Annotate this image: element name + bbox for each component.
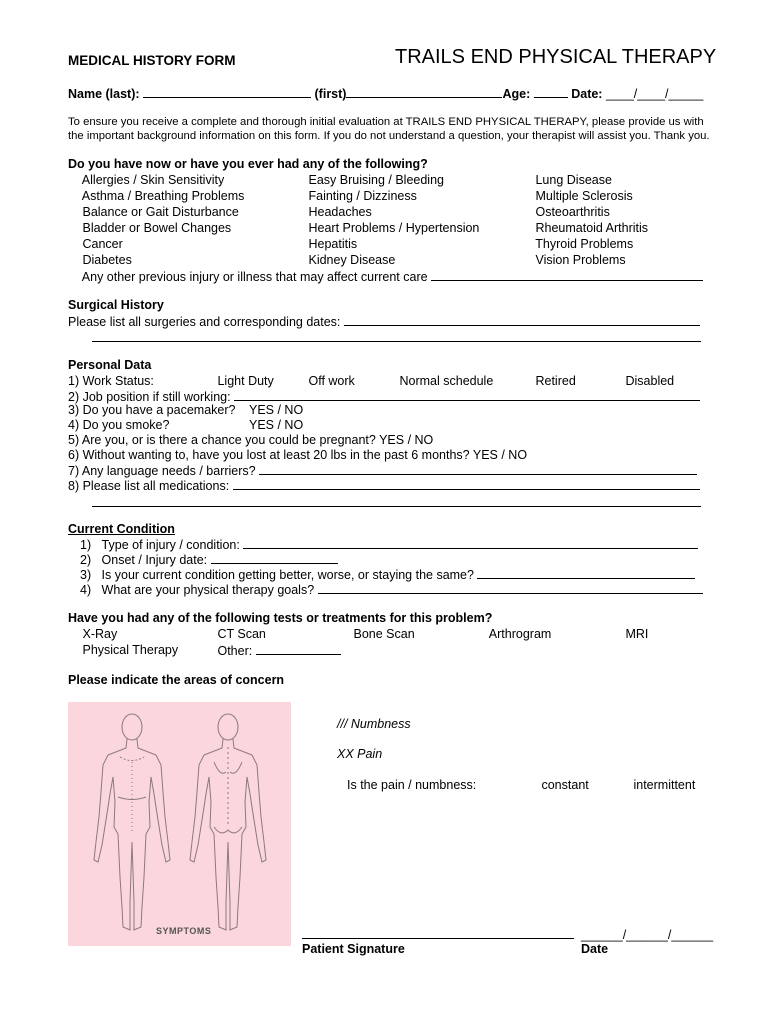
- tests-heading: Have you had any of the following tests or treatments for this problem?: [68, 611, 493, 625]
- condition-thyroid[interactable]: Thyroid Problems: [535, 237, 634, 251]
- condition-ms[interactable]: Multiple Sclerosis: [535, 189, 633, 203]
- condition-asthma[interactable]: Asthma / Breathing Problems: [81, 189, 245, 203]
- medications-label: 8) Please list all medications:: [68, 479, 230, 493]
- test-xray[interactable]: X-Ray: [82, 627, 118, 641]
- work-normal-schedule[interactable]: Normal schedule: [399, 374, 494, 388]
- test-arthrogram[interactable]: Arthrogram: [488, 627, 552, 641]
- work-disabled[interactable]: Disabled: [625, 374, 675, 388]
- test-other[interactable]: Other:: [203, 643, 341, 660]
- surgical-prompt-row: [68, 314, 700, 331]
- last-name-field[interactable]: [143, 86, 311, 98]
- current-item-1: 1) Type of injury / condition:: [80, 537, 698, 554]
- current-item-4: 4) What are your physical therapy goals?: [80, 582, 703, 599]
- surgeries-field-1[interactable]: [344, 314, 700, 326]
- weight-loss-question: 6) Without wanting to, have you lost at least 20 lbs in the past 6 months? YES / NO: [68, 448, 528, 462]
- condition-fainting[interactable]: Fainting / Dizziness: [308, 189, 417, 203]
- condition-vision[interactable]: Vision Problems: [535, 253, 626, 267]
- condition-balance[interactable]: Balance or Gait Disturbance: [82, 205, 239, 219]
- condition-allergies[interactable]: Allergies / Skin Sensitivity: [81, 173, 225, 187]
- intro-line-1: To ensure you receive a complete and thorough initial evaluation at TRAILS END PHYSICAL THERAPY, please provide us with: [68, 116, 704, 128]
- condition-bladder[interactable]: Bladder or Bowel Changes: [82, 221, 232, 235]
- first-name-field[interactable]: [346, 86, 502, 98]
- surgical-heading: Surgical History: [68, 298, 164, 312]
- job-position-label: 2) Job position if still working:: [68, 390, 231, 404]
- condition-heart[interactable]: Heart Problems / Hypertension: [308, 221, 480, 235]
- condition-lung[interactable]: Lung Disease: [535, 173, 612, 187]
- clinic-name: TRAILS END PHYSICAL THERAPY: [395, 46, 717, 68]
- pacemaker-answer[interactable]: YES / NO: [249, 403, 304, 417]
- onset-date-field[interactable]: [211, 552, 338, 564]
- current-condition-heading: Current Condition: [68, 522, 175, 536]
- first-name-label: (first): [314, 87, 347, 101]
- form-title: MEDICAL HISTORY FORM: [68, 53, 236, 68]
- medications-field-1[interactable]: [233, 478, 700, 490]
- date-field[interactable]: ____/____/_____: [605, 87, 704, 101]
- pain-question: Is the pain / numbness:: [347, 778, 477, 792]
- signature-date-label: Date: [581, 942, 609, 956]
- condition-osteoarthritis[interactable]: Osteoarthritis: [535, 205, 610, 219]
- condition-diabetes[interactable]: Diabetes: [82, 253, 132, 267]
- legend-pain: XX Pain: [337, 747, 383, 761]
- current-item-3: 3) Is your current condition getting better, worse, or staying the same?: [80, 567, 695, 584]
- condition-headaches[interactable]: Headaches: [308, 205, 372, 219]
- condition-kidney[interactable]: Kidney Disease: [308, 253, 396, 267]
- last-name-label: Name (last):: [68, 87, 140, 101]
- personal-heading: Personal Data: [68, 358, 152, 372]
- medications-field-2[interactable]: [92, 495, 701, 507]
- legend-numbness: /// Numbness: [337, 717, 411, 731]
- conditions-heading: Do you have now or have you ever had any of the following?: [68, 157, 428, 171]
- surgical-prompt: Please list all surgeries and corresponding dates:: [68, 315, 341, 329]
- test-physical-therapy[interactable]: Physical Therapy: [82, 643, 179, 657]
- smoke-question: 4) Do you smoke?: [68, 418, 170, 432]
- language-label: 7) Any language needs / barriers?: [68, 464, 256, 478]
- patient-signature-label: Patient Signature: [302, 942, 405, 956]
- pain-constant[interactable]: constant: [541, 778, 589, 792]
- body-outline-graphic: [68, 702, 291, 946]
- condition-trend-field[interactable]: [477, 567, 695, 579]
- condition-bruising[interactable]: Easy Bruising / Bleeding: [308, 173, 444, 187]
- work-status-label: 1) Work Status:: [68, 374, 154, 388]
- areas-heading: Please indicate the areas of concern: [68, 673, 285, 687]
- test-bone-scan[interactable]: Bone Scan: [353, 627, 415, 641]
- therapy-goals-field[interactable]: [318, 582, 703, 594]
- job-position-field[interactable]: [234, 389, 700, 401]
- current-item-2: 2) Onset / Injury date:: [80, 552, 338, 569]
- pregnant-question: 5) Are you, or is there a chance you could be pregnant? YES / NO: [68, 433, 434, 447]
- signature-field[interactable]: [302, 927, 574, 939]
- work-retired[interactable]: Retired: [535, 374, 576, 388]
- age-field[interactable]: [534, 86, 568, 98]
- signature-date-field[interactable]: ______/______/______: [581, 928, 714, 942]
- pacemaker-question: 3) Do you have a pacemaker?: [68, 403, 236, 417]
- work-light-duty[interactable]: Light Duty: [217, 374, 274, 388]
- other-test-field[interactable]: [256, 643, 341, 655]
- condition-rheumatoid[interactable]: Rheumatoid Arthritis: [535, 221, 649, 235]
- age-label: Age:: [502, 87, 531, 101]
- smoke-answer[interactable]: YES / NO: [249, 418, 304, 432]
- chart-caption: SYMPTOMS: [156, 926, 212, 936]
- other-condition-field[interactable]: [431, 269, 703, 281]
- work-off-work[interactable]: Off work: [308, 374, 355, 388]
- name-line: [68, 86, 703, 103]
- condition-hepatitis[interactable]: Hepatitis: [308, 237, 358, 251]
- condition-cancer[interactable]: Cancer: [82, 237, 123, 251]
- medications-row: [68, 478, 700, 495]
- injury-type-field[interactable]: [243, 537, 698, 549]
- intro-line-2: the important background information on this form. If you do not understand a question, your therapist will assist you. Thank you.: [68, 130, 710, 142]
- body-diagram[interactable]: [68, 702, 291, 946]
- test-ct-scan[interactable]: CT Scan: [217, 627, 266, 641]
- test-mri[interactable]: MRI: [625, 627, 649, 641]
- condition-other[interactable]: Any other previous injury or illness that may affect current care: [68, 269, 703, 286]
- date-label: Date:: [571, 87, 603, 101]
- language-field[interactable]: [259, 463, 697, 475]
- pain-intermittent[interactable]: intermittent: [633, 778, 696, 792]
- surgeries-field-2[interactable]: [92, 330, 701, 342]
